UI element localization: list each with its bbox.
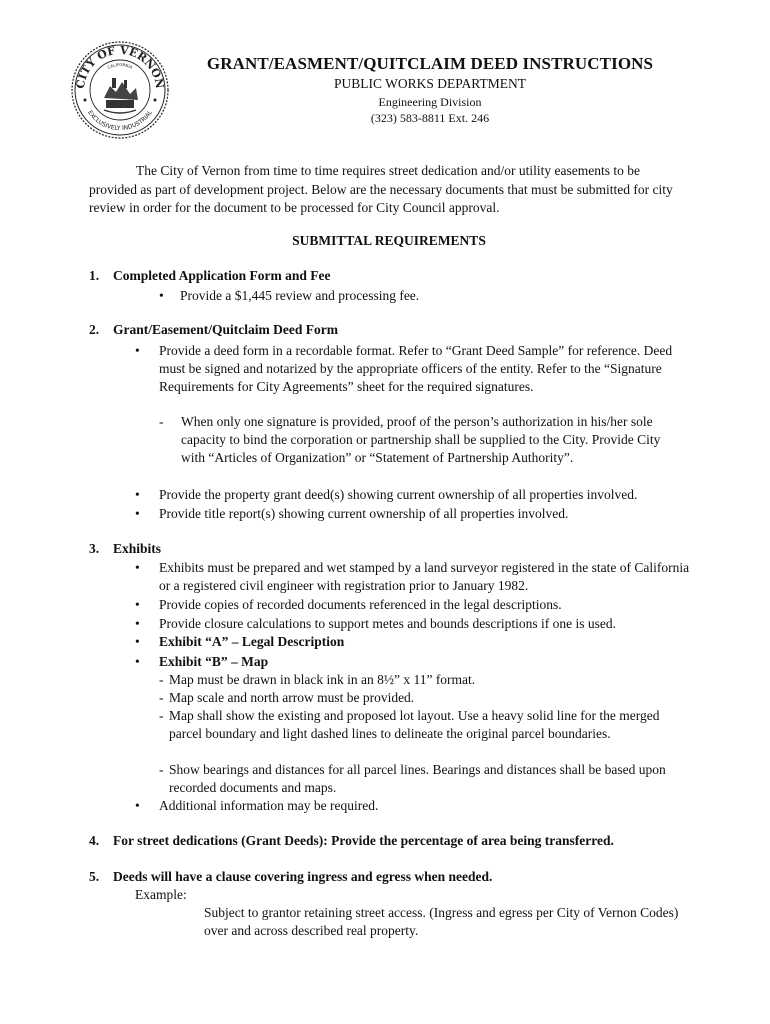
sub-list-item-text: Map shall show the existing and proposed lot layout. Use a heavy solid line for the merged parcel boundary and light dashed lines to delineate the original parcel boundaries. <box>169 708 660 741</box>
sub-list-item-text: When only one signature is provided, proof of the person’s authorization in his/her sole capacity to bind the corporation or partnership shall be supplied to the City. Provide City with “Articles of Organization” or “Statement of Partnership Authority”. <box>181 414 661 465</box>
bullet-glyph: • <box>135 506 140 521</box>
division-name: Engineering Division <box>378 95 482 109</box>
list-item-text: Additional information may be required. <box>159 798 379 813</box>
dash-glyph: - <box>159 762 164 777</box>
intro-paragraph: The City of Vernon from time to time requires street dedication and/or utility easements to be provided as part of development project. Below are the necessary documents that must be submitted for city review in order for the document to be processed for City Council approval. <box>89 163 673 215</box>
list-item-text: Provide the property grant deed(s) showing current ownership of all properties involved. <box>159 487 638 502</box>
dash-glyph: - <box>159 672 164 687</box>
list-item-text: Provide closure calculations to support metes and bounds descriptions if one is used. <box>159 616 617 631</box>
example-text: Subject to grantor retaining street access. (Ingress and egress per City of Vernon Codes) over and across described real property. <box>204 905 679 938</box>
section-number: 1. <box>89 268 100 283</box>
section-number: 3. <box>89 541 100 556</box>
section-3-heading <box>89 541 161 557</box>
list-item-text: Exhibits must be prepared and wet stamped by a land surveyor registered in the state of California or a registered civil engineer with registration prior to January 1982. <box>159 560 690 593</box>
bullet-glyph: • <box>135 798 140 813</box>
list-item-text: Exhibit “A” – Legal Description <box>159 634 345 649</box>
list-item <box>135 653 695 671</box>
section-number: 5. <box>89 869 100 884</box>
bullet-glyph: • <box>135 597 140 612</box>
dash-glyph: - <box>159 708 164 723</box>
bullet-glyph: • <box>135 487 140 502</box>
list-item-text: Provide a $1,445 review and processing fee. <box>180 288 420 303</box>
dash-glyph: - <box>159 690 164 705</box>
section-2-heading <box>89 322 338 338</box>
section-title: Deeds will have a clause covering ingress and egress when needed. <box>113 869 493 884</box>
bullet-glyph: • <box>135 343 140 358</box>
city-seal-logo <box>70 40 170 140</box>
sub-list-item <box>159 413 679 467</box>
sub-list-item <box>159 689 689 707</box>
submittal-requirements-heading: SUBMITTAL REQUIREMENTS <box>292 233 486 248</box>
bullet-glyph: • <box>159 288 164 303</box>
phone-number: (323) 583-8811 Ext. 246 <box>370 111 490 125</box>
sub-list-item <box>159 761 679 797</box>
section-5-heading <box>89 869 492 885</box>
sub-list-item <box>159 707 679 743</box>
bullet-glyph: • <box>135 616 140 631</box>
list-item <box>135 342 675 396</box>
sub-list-item <box>159 671 689 689</box>
list-item <box>135 615 695 633</box>
list-item-text: Exhibit “B” – Map <box>159 654 269 669</box>
svg-text:CALIFORNIA: CALIFORNIA <box>106 61 134 70</box>
dash-glyph: - <box>159 414 164 429</box>
sub-list-item-text: Show bearings and distances for all parcel lines. Bearings and distances shall be based upon recorded documents and maps. <box>169 762 666 795</box>
list-item <box>135 797 695 815</box>
list-item <box>135 486 695 504</box>
list-item <box>159 287 719 305</box>
section-4-heading <box>89 833 614 849</box>
bullet-glyph: • <box>135 634 140 649</box>
bullet-glyph: • <box>135 654 140 669</box>
list-item <box>135 505 695 523</box>
section-title: Grant/Easement/Quitclaim Deed Form <box>113 322 338 337</box>
section-1-heading <box>89 268 331 284</box>
sub-list-item-text: Map must be drawn in black ink in an 8½” x 11” format. <box>169 672 476 687</box>
section-title: Exhibits <box>113 541 162 556</box>
section-number: 2. <box>89 322 100 337</box>
svg-text:EXCLUSIVELY INDUSTRIAL: EXCLUSIVELY INDUSTRIAL <box>86 109 154 133</box>
list-item-text: Provide title report(s) showing current ownership of all properties involved. <box>159 506 569 521</box>
section-number: 4. <box>89 833 100 848</box>
list-item-text: Provide a deed form in a recordable format. Refer to “Grant Deed Sample” for reference. Deed must be signed and notarized by the appropriate officers of the entity. Refer to the “Signature Requirements for City Agreements” sheet for the required signatures. <box>159 343 673 394</box>
list-item <box>135 633 695 651</box>
svg-text:CITY OF VERNON: CITY OF VERNON <box>73 43 167 90</box>
section-title: Completed Application Form and Fee <box>113 268 331 283</box>
department-name: PUBLIC WORKS DEPARTMENT <box>334 76 526 91</box>
list-item <box>135 559 695 595</box>
document-title: GRANT/EASMENT/QUITCLAIM DEED INSTRUCTIONS <box>206 54 654 73</box>
example-label: Example: <box>135 887 187 902</box>
bullet-glyph: • <box>135 560 140 575</box>
sub-list-item-text: Map scale and north arrow must be provided. <box>169 690 415 705</box>
section-title: For street dedications (Grant Deeds): Provide the percentage of area being transferred. <box>113 833 614 848</box>
list-item-text: Provide copies of recorded documents referenced in the legal descriptions. <box>159 597 562 612</box>
list-item <box>135 596 695 614</box>
